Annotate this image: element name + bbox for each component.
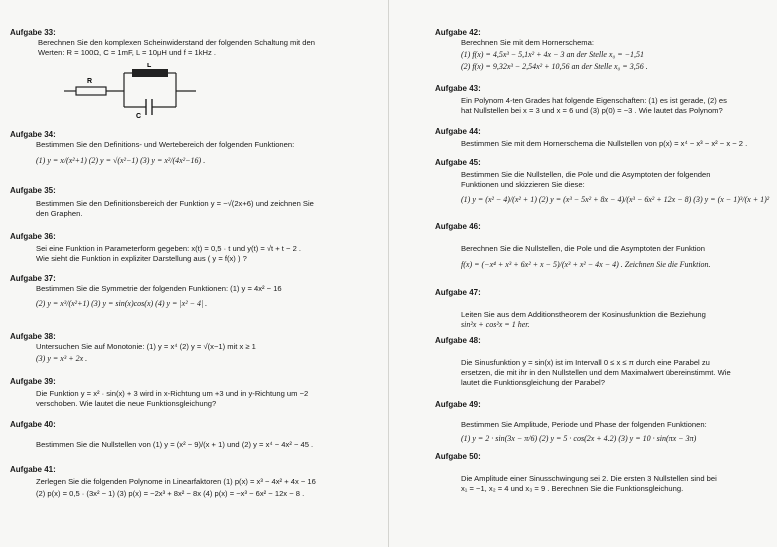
page-divider (388, 0, 389, 547)
task-33-line-1: Berechnen Sie den komplexen Scheinwiderstand der folgenden Schaltung mit den (38, 38, 315, 48)
task-48 (435, 336, 731, 387)
circuit-diagram (64, 63, 214, 119)
task-37-line-1: Bestimmen Sie die Symmetrie der folgenden Funktionen: (1) y = 4x² − 16 (36, 284, 282, 294)
task-42 (435, 28, 648, 72)
task-38 (10, 332, 256, 364)
task-49-title: Aufgabe 49: (435, 400, 481, 409)
task-35-line-2: den Graphen. (36, 208, 83, 218)
task-39-title: Aufgabe 39: (10, 377, 56, 386)
circuit-label-r: R (87, 78, 93, 85)
task-33-line-2: Werten: R = 100Ω, C = 1mF, L = 10μH und f = 1kHz . (38, 47, 217, 57)
task-45-line-2: Funktionen und skizzieren Sie diese: (461, 179, 585, 189)
task-46-title: Aufgabe 46: (435, 222, 481, 231)
task-47-line-1: Leiten Sie aus dem Additionstheorem der Kosinusfunktion die Beziehung (461, 310, 706, 320)
task-43-title: Aufgabe 43: (435, 84, 481, 93)
task-49-line-1: Bestimmen Sie Amplitude, Periode und Phase der folgenden Funktionen: (461, 420, 707, 430)
task-45-line-1: Bestimmen Sie die Nullstellen, die Pole und die Asymptoten der folgenden (461, 170, 711, 180)
task-38-title: Aufgabe 38: (10, 332, 56, 341)
task-36 (10, 232, 301, 264)
task-39 (10, 377, 308, 409)
task-47-line-2: sin²x + cos²x = 1 her. (461, 319, 530, 329)
task-45-title: Aufgabe 45: (435, 158, 481, 167)
task-38-line-2: (3) y = x³ + 2x . (36, 353, 88, 363)
left-column (0, 0, 386, 547)
task-44 (435, 127, 747, 149)
circuit-label-c: C (136, 113, 142, 119)
task-49-line-2: (1) y = 2 · sin(3x − π/6) (2) y = 5 · cos(2x + 4.2) (3) y = 10 · sin(πx − 3π) (461, 433, 697, 443)
task-36-line-1: Sei eine Funktion in Parameterform gegeben: x(t) = 0,5 · t und y(t) = √t + t − 2 . (36, 244, 302, 254)
task-48-line-1: Die Sinusfunktion y = sin(x) ist im Intervall 0 ≤ x ≤ π durch eine Parabel zu (461, 358, 710, 368)
task-50-line-1: Die Amplitude einer Sinusschwingung sei 2. Die ersten 3 Nullstellen sind bei (461, 474, 717, 484)
task-44-title: Aufgabe 44: (435, 127, 481, 136)
task-35 (10, 186, 314, 219)
task-36-line-2: Wie sieht die Funktion in expliziter Darstellung aus ( y = f(x) ) ? (36, 253, 247, 263)
task-41-line-1: Zerlegen Sie die folgenden Polynome in Linearfaktoren (1) p(x) = x³ − 4x² + 4x − 16 (36, 477, 316, 487)
task-41-line-2: (2) p(x) = 0,5 · (3x² − 1) (3) p(x) = −2x³ + 8x² − 8x (4) p(x) = −x³ − 6x² − 12x − 8 . (36, 488, 305, 498)
task-42-line-2: (1) f(x) = 4,5x³ − 5,1x² + 4x − 3 an der Stelle x₀ = −1,51 (461, 49, 645, 59)
task-36-title: Aufgabe 36: (10, 232, 56, 241)
task-41-title: Aufgabe 41: (10, 465, 56, 474)
task-46 (435, 222, 711, 270)
task-35-line-1: Bestimmen Sie den Definitionsbereich der Funktion y = −√(2x+6) und zeichnen Sie (36, 199, 314, 209)
task-43 (435, 84, 727, 116)
task-33 (10, 28, 315, 58)
task-43-line-2: hat Nullstellen bei x = 3 und x = 6 und (3) p(0) = −3 . Wie lautet das Polynom? (461, 105, 723, 115)
task-45 (435, 158, 769, 205)
right-column (391, 0, 777, 547)
task-34-line-1: Bestimmen Sie den Definitions- und Wertebereich der folgenden Funktionen: (36, 140, 295, 150)
task-37-line-2: (2) y = x³/(x²+1) (3) y = sin(x)cos(x) (4) y = |x² − 4| . (36, 298, 208, 308)
task-34-line-2: (1) y = x/(x²+1) (2) y = √(x²−1) (3) y = x²/(4x²−16) . (36, 155, 206, 165)
task-50-line-2: x₁ = −1, x₂ = 4 und x₃ = 9 . Berechnen Sie die Funktionsgleichung. (461, 483, 684, 493)
task-50-title: Aufgabe 50: (435, 452, 481, 461)
task-41 (10, 465, 316, 499)
task-42-title: Aufgabe 42: (435, 28, 481, 37)
task-40-title: Aufgabe 40: (10, 420, 56, 429)
task-48-title: Aufgabe 48: (435, 336, 481, 345)
task-45-line-3: (1) y = (x² − 4)/(x² + 1) (2) y = (x³ − 5x² + 8x − 4)/(x³ − 6x² + 12x − 8) (3) y = (x − 1)³/(x + 1)² (461, 194, 770, 204)
task-46-line-1: Berechnen Sie die Nullstellen, die Pole und die Asymptoten der Funktion (461, 244, 705, 254)
circuit-label-l: L (147, 63, 152, 69)
task-34 (10, 130, 294, 166)
task-33-title: Aufgabe 33: (10, 28, 56, 37)
task-39-line-2: verschoben. Wie lautet die neue Funktionsgleichung? (36, 398, 217, 408)
task-44-line-1: Bestimmen Sie mit dem Hornerschema die Nullstellen von p(x) = x⁴ − x³ − x² − x − 2 . (461, 139, 748, 149)
task-37 (10, 274, 282, 309)
task-42-line-3: (2) f(x) = 9,32x³ − 2,54x² + 10,56 an der Stelle x₀ = 3,56 . (461, 62, 648, 72)
task-40-line-1: Bestimmen Sie die Nullstellen von (1) y = (x² − 9)/(x + 1) und (2) y = x⁴ − 4x² − 45 . (36, 440, 314, 450)
task-43-line-1: Ein Polynom 4-ten Grades hat folgende Eigenschaften: (1) es ist gerade, (2) es (461, 96, 727, 106)
task-46-line-2: f(x) = (−x⁴ + x³ + 6x² + x − 5)/(x³ + x² − 4x − 4) . Zeichnen Sie die Funktion. (461, 259, 711, 269)
task-47-title: Aufgabe 47: (435, 288, 481, 297)
task-38-line-1: Untersuchen Sie auf Monotonie: (1) y = x⁴ (2) y = √(x−1) mit x ≥ 1 (36, 342, 256, 352)
task-47 (435, 288, 706, 330)
task-34-title: Aufgabe 34: (10, 130, 56, 139)
task-40 (10, 420, 313, 450)
task-35-title: Aufgabe 35: (10, 186, 56, 195)
task-42-line-1: Berechnen Sie mit dem Hornerschema: (461, 38, 594, 48)
task-49 (435, 400, 707, 444)
task-50 (435, 452, 717, 494)
task-48-line-2: ersetzen, die mit ihr in den Nullstellen und dem Maximalwert übereinstimmt. Wie (461, 367, 731, 377)
task-37-title: Aufgabe 37: (10, 274, 56, 283)
task-39-line-1: Die Funktion y = x² · sin(x) + 3 wird in x-Richtung um +3 und in y-Richtung um −2 (36, 389, 309, 399)
task-48-line-3: lautet die Funktionsgleichung der Parabel? (461, 377, 605, 387)
